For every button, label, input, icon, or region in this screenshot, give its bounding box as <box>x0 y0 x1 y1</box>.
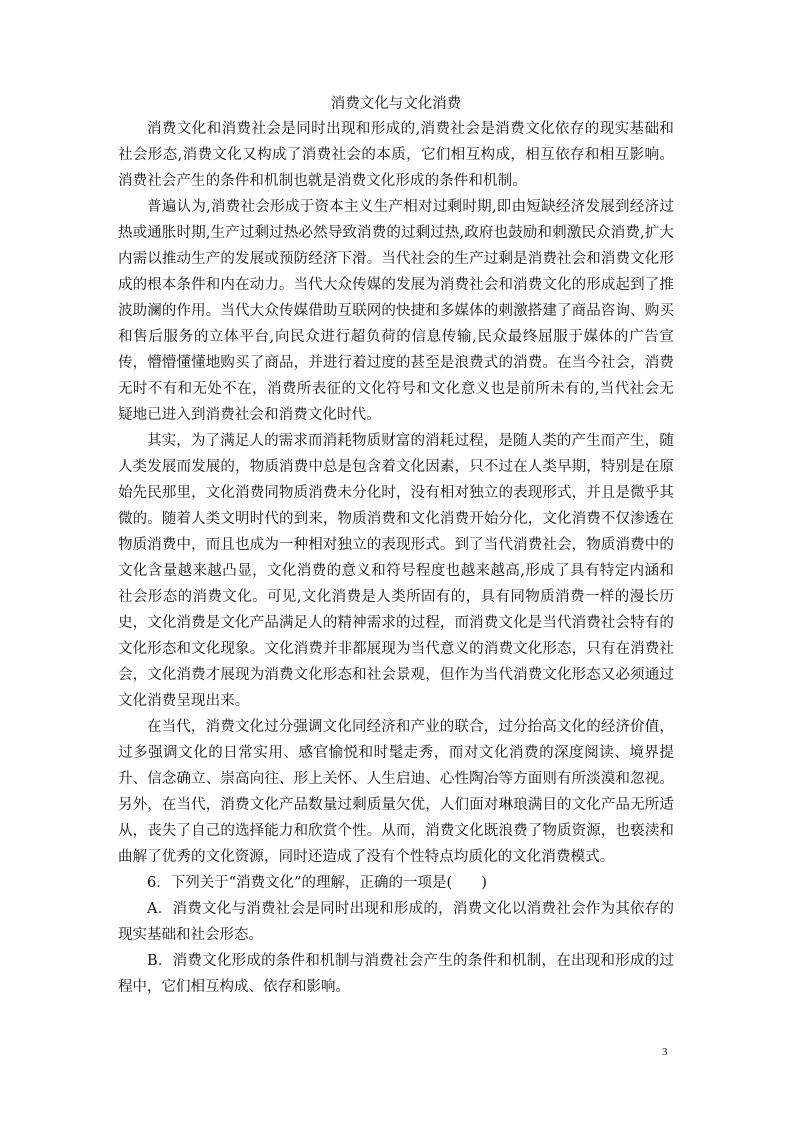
paragraph-1: 消费文化和消费社会是同时出现和形成的,消费社会是消费文化依存的现实基础和社会形态,消费文化又构成了消费社会的本质，它们相互构成，相互依存和相互影响。消费社会产生的条件和机制也就是消费文化形成的条件和机制。 <box>118 121 674 189</box>
document-body <box>118 92 674 1000</box>
paragraph-3: 其实，为了满足人的需求而消耗物质财富的消耗过程，是随人类的产生而产生，随人类发展而发展的，物质消费中总是包含着文化因素，只不过在人类早期，特别是在原始先民那里，文化消费同物质消费未分化时，没有相对独立的表现形式，并且是微乎其微的。随着人类文明时代的到来，物质消费和文化消费开始分化，文化消费不仅渗透在物质消费中，而且也成为一种相对独立的表现形式。到了当代消费社会，物质消费中的文化含量越来越凸显，文化消费的意义和符号程度也越来越高,形成了具有特定内涵和社会形态的消费文化。可见,文化消费是人类所固有的，具有同物质消费一样的漫长历史，文化消费是文化产品满足人的精神需求的过程，而消费文化是当代消费社会特有的文化形态和文化现象。文化消费并非都展现为当代意义的消费文化形态，只有在消费社会，文化消费才展现为消费文化形态和社会景观，但作为当代消费文化形态又必须通过文化消费呈现出来。 <box>118 433 674 709</box>
document-title: 消费文化与文化消费 <box>330 96 462 112</box>
option-b: B．消费文化形成的条件和机制与消费社会产生的条件和机制，在出现和形成的过程中，它们相互构成、依存和影响。 <box>118 953 674 995</box>
paragraph-2: 普遍认为,消费社会形成于资本主义生产相对过剩时期,即由短缺经济发展到经济过热或通胀时期,生产过剩过热必然导致消费的过剩过热,政府也鼓励和刺激民众消费,扩大内需以推动生产的发展或预防经济下滑。当代社会的生产过剩是消费社会和消费文化形成的根本条件和内在动力。当代大众传媒的发展为消费社会和消费文化的形成起到了推波助澜的作用。当代大众传媒借助互联网的快捷和多媒体的刺激搭建了商品咨询、购买和售后服务的立体平台,向民众进行超负荷的信息传输,民众最终屈服于媒体的广告宣传，懵懵懂懂地购买了商品，并进行着过度的甚至是浪费式的消费。在当今社会，消费无时不有和无处不在，消费所表征的文化符号和文化意义也是前所未有的,当代社会无疑地已进入到消费社会和消费文化时代。 <box>118 199 674 423</box>
option-a: A．消费文化与消费社会是同时出现和形成的，消费文化以消费社会作为其依存的现实基础和社会形态。 <box>118 901 674 943</box>
paragraph-4: 在当代，消费文化过分强调文化同经济和产业的联合，过分抬高文化的经济价值，过多强调文化的日常实用、感官愉悦和时髦走秀，而对文化消费的深度阅读、境界提升、信念确立、崇高向往、形上关怀、人生启迪、心性陶冶等方面则有所淡漠和忽视。另外，在当代，消费文化产品数量过剩质量欠优，人们面对琳琅满目的文化产品无所适从，丧失了自己的选择能力和欣赏个性。从而，消费文化既浪费了物质资源，也亵渎和曲解了优秀的文化资源，同时还造成了没有个性特点均质化的文化消费模式。 <box>118 719 674 865</box>
page-number: 3 <box>662 1046 668 1058</box>
question-6: 6．下列关于“消费文化”的理解，正确的一项是( ) <box>147 875 487 891</box>
